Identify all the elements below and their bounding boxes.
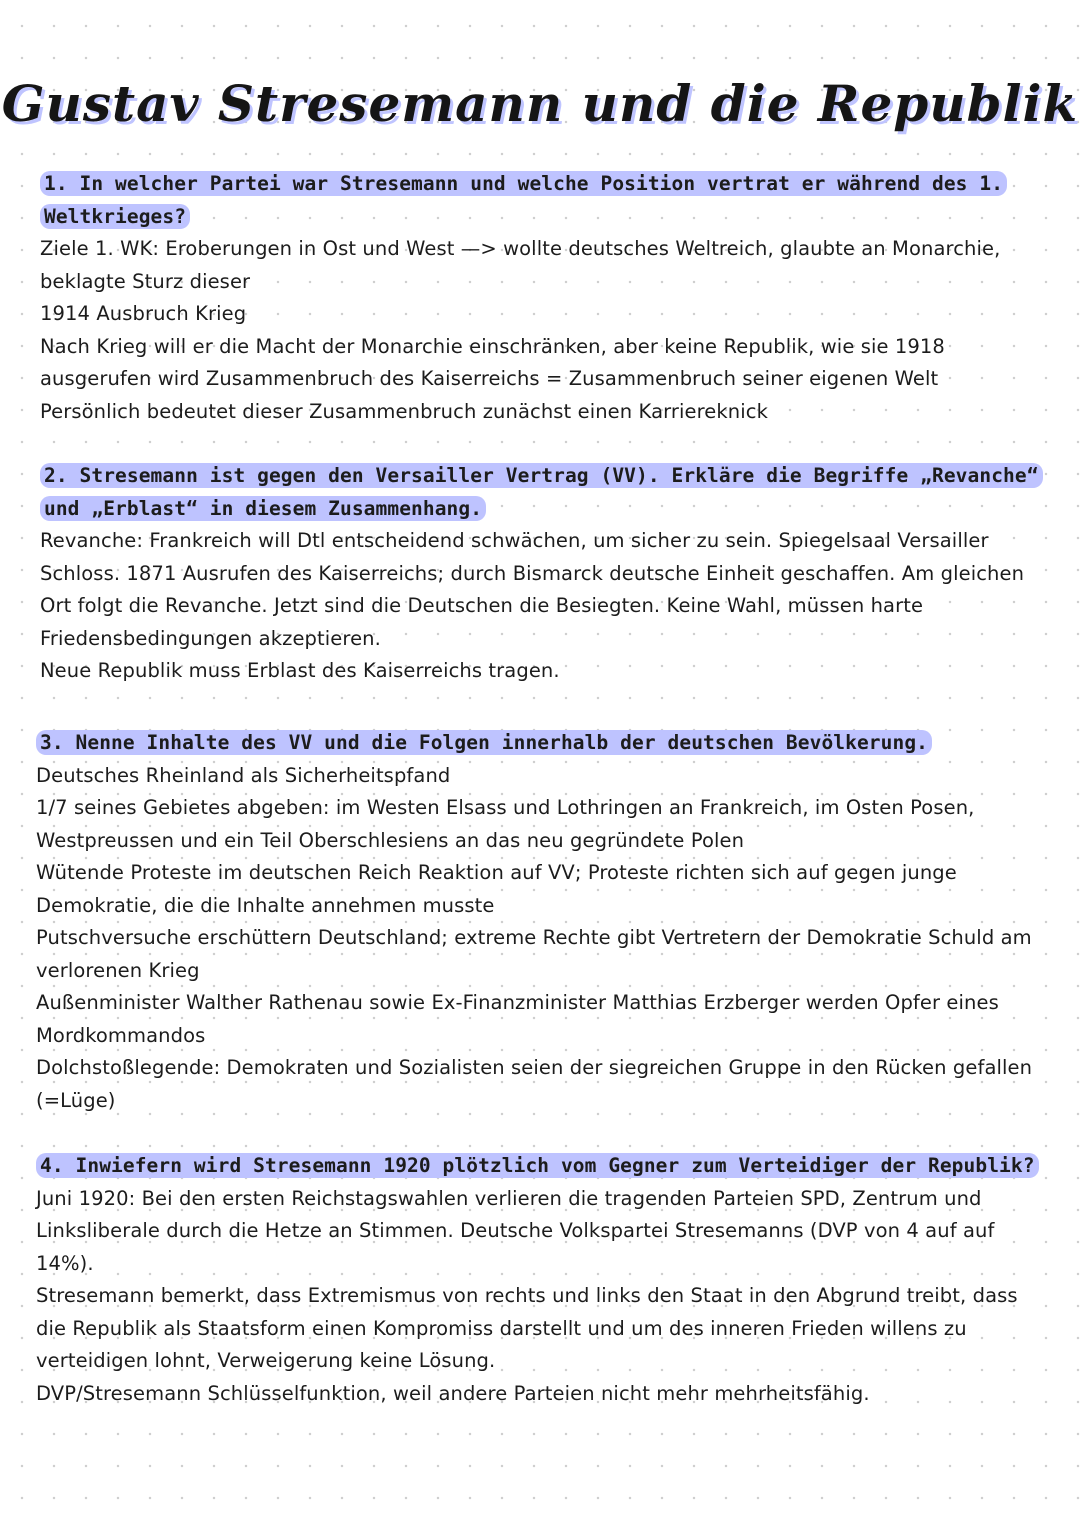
- answer-line: 1914 Ausbruch Krieg: [40, 302, 247, 325]
- answer-2: [40, 525, 1050, 688]
- answer-line: Juni 1920: Bei den ersten Reichstagswahlen verlieren die tragenden Parteien SPD, Zentrum und Linksliberale durch die Hetze an Stimmen. Deutsche Volkspartei Stresemanns (DVP von 4 auf auf 14%).: [36, 1186, 995, 1275]
- answer-line: Putschversuche erschüttern Deutschland; extreme Rechte gibt Vertretern der Demokratie Schuld am verlorenen Krieg: [36, 926, 1032, 982]
- answer-line: DVP/Stresemann Schlüsselfunktion, weil andere Parteien nicht mehr mehrheitsfähig.: [36, 1381, 870, 1405]
- answer-line: Wütende Proteste im deutschen Reich Reaktion auf VV; Proteste richten sich auf gegen junge Demokratie, die die Inhalte annehmen musste: [36, 861, 957, 917]
- question-1: [40, 168, 1050, 233]
- question-2: [40, 460, 1050, 525]
- section-4: [36, 1150, 1046, 1410]
- question-1-text: 1. In welcher Partei war Stresemann und welche Position vertrat er während des 1. Weltkrieges?: [40, 171, 1007, 229]
- answer-line: Revanche: Frankreich will Dtl entscheidend schwächen, um sicher zu sein. Spiegelsaal Versailler Schloss. 1871 Ausrufen des Kaiserreichs; durch Bismarck deutsche Einheit geschaffen. Am gleichen Ort folgt die Revanche. Jetzt sind die Deutschen die Besiegten. Keine Wahl, müssen harte Friedensbedingungen akzeptieren.: [40, 529, 1025, 650]
- question-2-text: 2. Stresemann ist gegen den Versailler Vertrag (VV). Erkläre die Begriffe „Revanche“ und „Erblast“ in diesem Zusammenhang.: [40, 463, 1043, 521]
- answer-line: Ziele 1. WK: Eroberungen in Ost und West —> wollte deutsches Weltreich, glaubte an Monarchie, beklagte Sturz dieser: [40, 237, 1001, 293]
- question-3: [36, 727, 1046, 760]
- section-3: [36, 727, 1046, 1117]
- answer-line: Neue Republik muss Erblast des Kaiserreichs tragen.: [40, 659, 560, 682]
- answer-line: Deutsches Rheinland als Sicherheitspfand: [36, 763, 451, 787]
- section-2: [40, 460, 1050, 688]
- page-title: Gustav Stresemann und die Republik: [1, 73, 1079, 133]
- answer-line: Nach Krieg will er die Macht der Monarchie einschränken, aber keine Republik, wie sie 1918 ausgerufen wird Zusammenbruch des Kaiserreichs = Zusammenbruch seiner eigenen Welt: [40, 334, 945, 390]
- answer-line: Persönlich bedeutet dieser Zusammenbruch zunächst einen Karriereknick: [40, 399, 768, 423]
- answer-4: [36, 1183, 1046, 1411]
- question-3-text: 3. Nenne Inhalte des VV und die Folgen innerhalb der deutschen Bevölkerung.: [36, 730, 932, 755]
- question-4: [36, 1150, 1046, 1183]
- question-4-text: 4. Inwiefern wird Stresemann 1920 plötzlich vom Gegner zum Verteidiger der Republik?: [36, 1153, 1039, 1178]
- answer-line: Dolchstoßlegende: Demokraten und Sozialisten seien der siegreichen Gruppe in den Rücken gefallen (=Lüge): [36, 1056, 1033, 1112]
- answer-3: [36, 760, 1046, 1118]
- answer-1: [40, 233, 1050, 428]
- answer-line: Außenminister Walther Rathenau sowie Ex-Finanzminister Matthias Erzberger werden Opfer eines Mordkommandos: [36, 991, 999, 1047]
- answer-line: Stresemann bemerkt, dass Extremismus von rechts und links den Staat in den Abgrund treibt, dass die Republik als Staatsform einen Kompromiss darstellt und um des inneren Frieden willens zu verteidigen lohnt, Verweigerung keine Lösung.: [36, 1284, 1018, 1372]
- section-1: [40, 168, 1050, 428]
- answer-line: 1/7 seines Gebietes abgeben: im Westen Elsass und Lothringen an Frankreich, im Osten Posen, Westpreussen und ein Teil Oberschlesiens an das neu gegründete Polen: [36, 796, 975, 852]
